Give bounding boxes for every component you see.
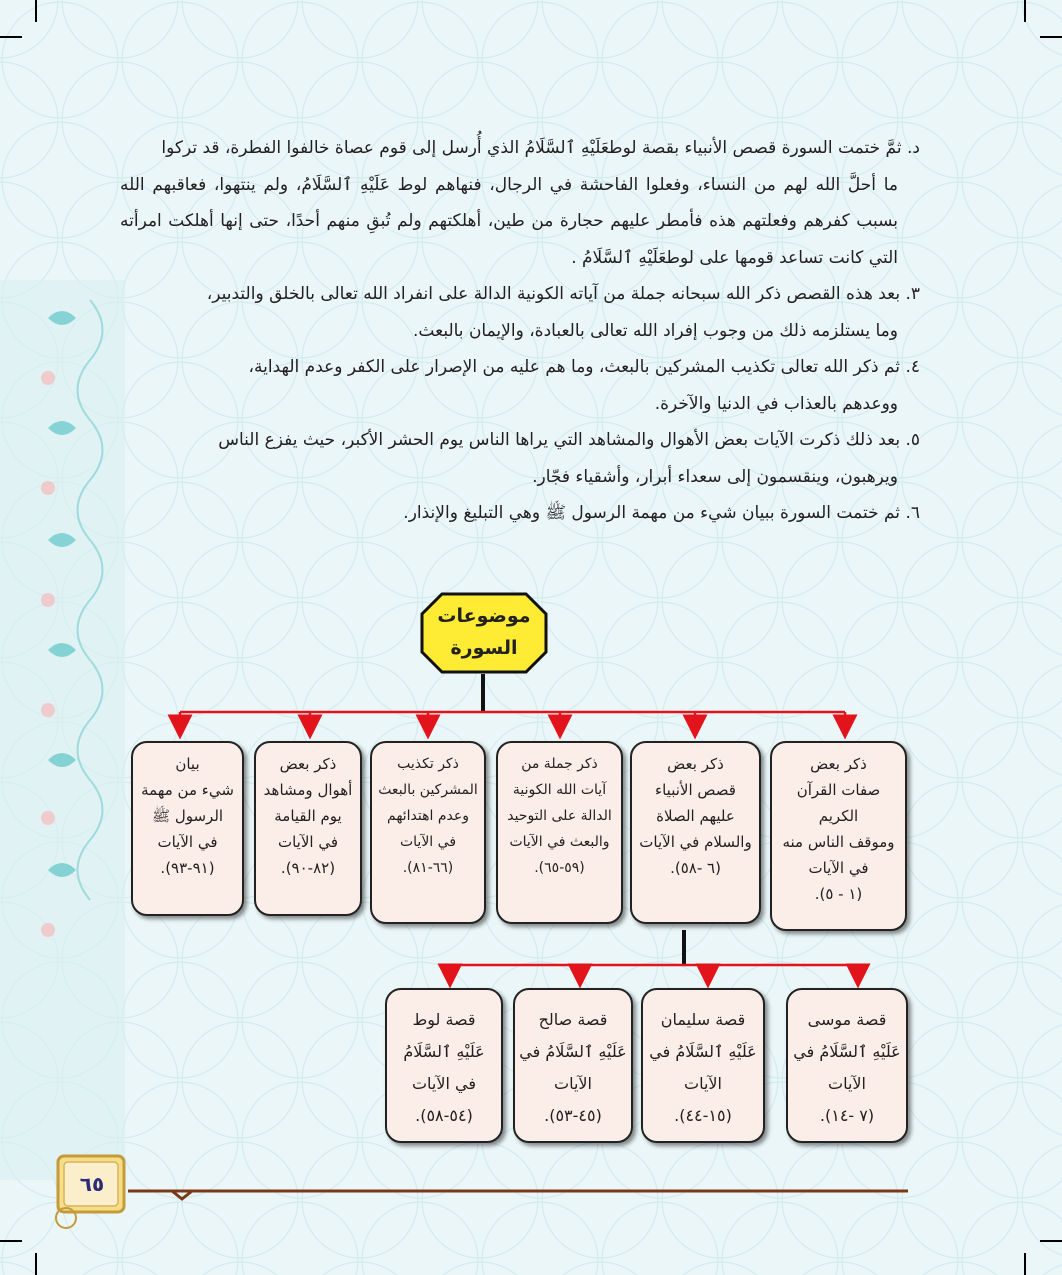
box-line: وعدم اهتدائهم bbox=[387, 808, 469, 824]
box-line: بيان bbox=[175, 755, 200, 773]
box-line: ذكر بعض bbox=[810, 755, 867, 773]
box-line: (٩١-٩٣). bbox=[160, 859, 215, 877]
box-line: وموقف الناس منه bbox=[782, 833, 895, 851]
box-line: (٤٥-٥٣). bbox=[544, 1106, 602, 1125]
paragraph-line: بعد هذه القصص ذكر الله سبحانه جملة من آياته الكونية الدالة على انفراد الله تعالى بالخلق والتدبير، bbox=[206, 284, 901, 304]
paragraph-number: ٦. bbox=[905, 503, 920, 523]
box-line: المشركين بالبعث bbox=[378, 782, 478, 798]
box-line: قصة سليمان bbox=[660, 1010, 746, 1029]
box-line: ذكر جملة من bbox=[521, 756, 598, 772]
box-line: عَلَيْهِ ٱلسَّلَامُ في الآيات bbox=[519, 1042, 627, 1093]
box-line: والبعث في الآيات bbox=[509, 834, 610, 850]
box-line: عَلَيْهِ ٱلسَّلَامُ في الآيات bbox=[403, 1042, 485, 1093]
box-line: صفات القرآن الكريم bbox=[796, 781, 881, 825]
box-line: عَلَيْهِ ٱلسَّلَامُ في الآيات bbox=[649, 1042, 757, 1093]
box-line: (٥٤-٥٨). bbox=[415, 1106, 473, 1125]
box-line: عَلَيْهِ ٱلسَّلَامُ في الآيات bbox=[793, 1042, 901, 1093]
box-line: ذكر بعض bbox=[667, 755, 724, 773]
box-line: شيء من مهمة bbox=[141, 781, 234, 799]
paragraph-number: د. bbox=[907, 138, 920, 158]
paragraph-line: ثم ذكر الله تعالى تكذيب المشركين بالبعث، وما هم عليه من الإصرار على الكفر وعدم الهداية، bbox=[248, 357, 901, 377]
box-line: قصص الأنبياء bbox=[655, 781, 736, 799]
box-line: (٨٢-٩٠). bbox=[280, 859, 336, 877]
box-line: قصة صالح bbox=[538, 1010, 608, 1029]
box-line: الرسول ﷺ bbox=[151, 807, 224, 825]
paragraph-continuation: ووعدهم بالعذاب في الدنيا والآخرة. bbox=[654, 393, 898, 414]
box-line: في الآيات bbox=[808, 859, 869, 877]
box-line: ذكر تكذيب bbox=[397, 756, 459, 772]
paragraph-continuation: وما يستلزمه ذلك من وجوب إفراد الله تعالى بالعبادة، والإيمان بالبعث. bbox=[413, 320, 898, 341]
paragraph-line: بعد ذلك ذكرت الآيات بعض الأهوال والمشاهد التي يراها الناس يوم الحشر الأكبر، حيث يفزع الناس bbox=[218, 430, 901, 450]
paragraph-continuation: ما أحلَّ الله لهم من النساء، وفعلوا الفاحشة في الرجال، فنهاهم لوط عَلَيْهِ ٱلسَّلَامُ، ولم ينتهوا، فعاقبهم الله بسبب كفرهم وفعلتهم هذه فأمطر عليهم حجارة من طين، أهلكتهم ولم تُبقِ منهم أحدًا، حتى إنها أهلكت امرأته التي كانت تساعد قومها على لوطعَلَيْهِ ٱلسَّلَامُ . bbox=[120, 174, 898, 268]
diagram-title-line: السورة bbox=[450, 637, 518, 659]
box-line: (٥٩-٦٥). bbox=[534, 860, 585, 876]
box-line: قصة موسى bbox=[807, 1010, 887, 1029]
box-line: (٦٦-٨١). bbox=[402, 860, 454, 876]
box-line: في الآيات bbox=[399, 834, 457, 850]
box-line: ذكر بعض bbox=[279, 755, 337, 773]
box-line: في الآيات bbox=[157, 833, 218, 851]
box-line: قصة لوط bbox=[412, 1010, 476, 1029]
paragraph-number: ٤. bbox=[905, 357, 920, 377]
paragraph-line: ثمَّ ختمت السورة قصص الأنبياء بقصة لوطعَلَيْهِ ٱلسَّلَامُ الذي أُرسل إلى قوم عصاة خالفوا الفطرة، قد تركوا bbox=[161, 138, 902, 158]
box-line: والسلام في الآيات bbox=[639, 833, 752, 851]
paragraph-continuation: ويرهبون، وينقسمون إلى سعداء أبرار، وأشقياء فجّار. bbox=[532, 466, 898, 487]
box-line: الدالة على التوحيد bbox=[507, 808, 612, 824]
box-line: (١ - ٥). bbox=[814, 885, 863, 903]
box-line: (٦ -٥٨). bbox=[670, 859, 721, 877]
box-line: يوم القيامة bbox=[274, 807, 342, 825]
diagram-title-line: موضوعات bbox=[437, 605, 531, 627]
box-line: آيات الله الكونية bbox=[512, 782, 607, 798]
paragraph-number: ٥. bbox=[905, 430, 920, 450]
box-line: (٧ -١٤). bbox=[819, 1106, 875, 1125]
box-line: أهوال ومشاهد bbox=[263, 781, 353, 799]
paragraph-number: ٣. bbox=[905, 284, 920, 304]
page-number: ٦٥ bbox=[79, 1172, 105, 1196]
paragraph-line: ثم ختمت السورة ببيان شيء من مهمة الرسول ﷺ وهي التبليغ والإنذار. bbox=[403, 503, 901, 523]
box-line: (١٥-٤٤). bbox=[674, 1106, 732, 1125]
box-line: في الآيات bbox=[277, 833, 339, 851]
box-line: عليهم الصلاة bbox=[656, 807, 735, 825]
